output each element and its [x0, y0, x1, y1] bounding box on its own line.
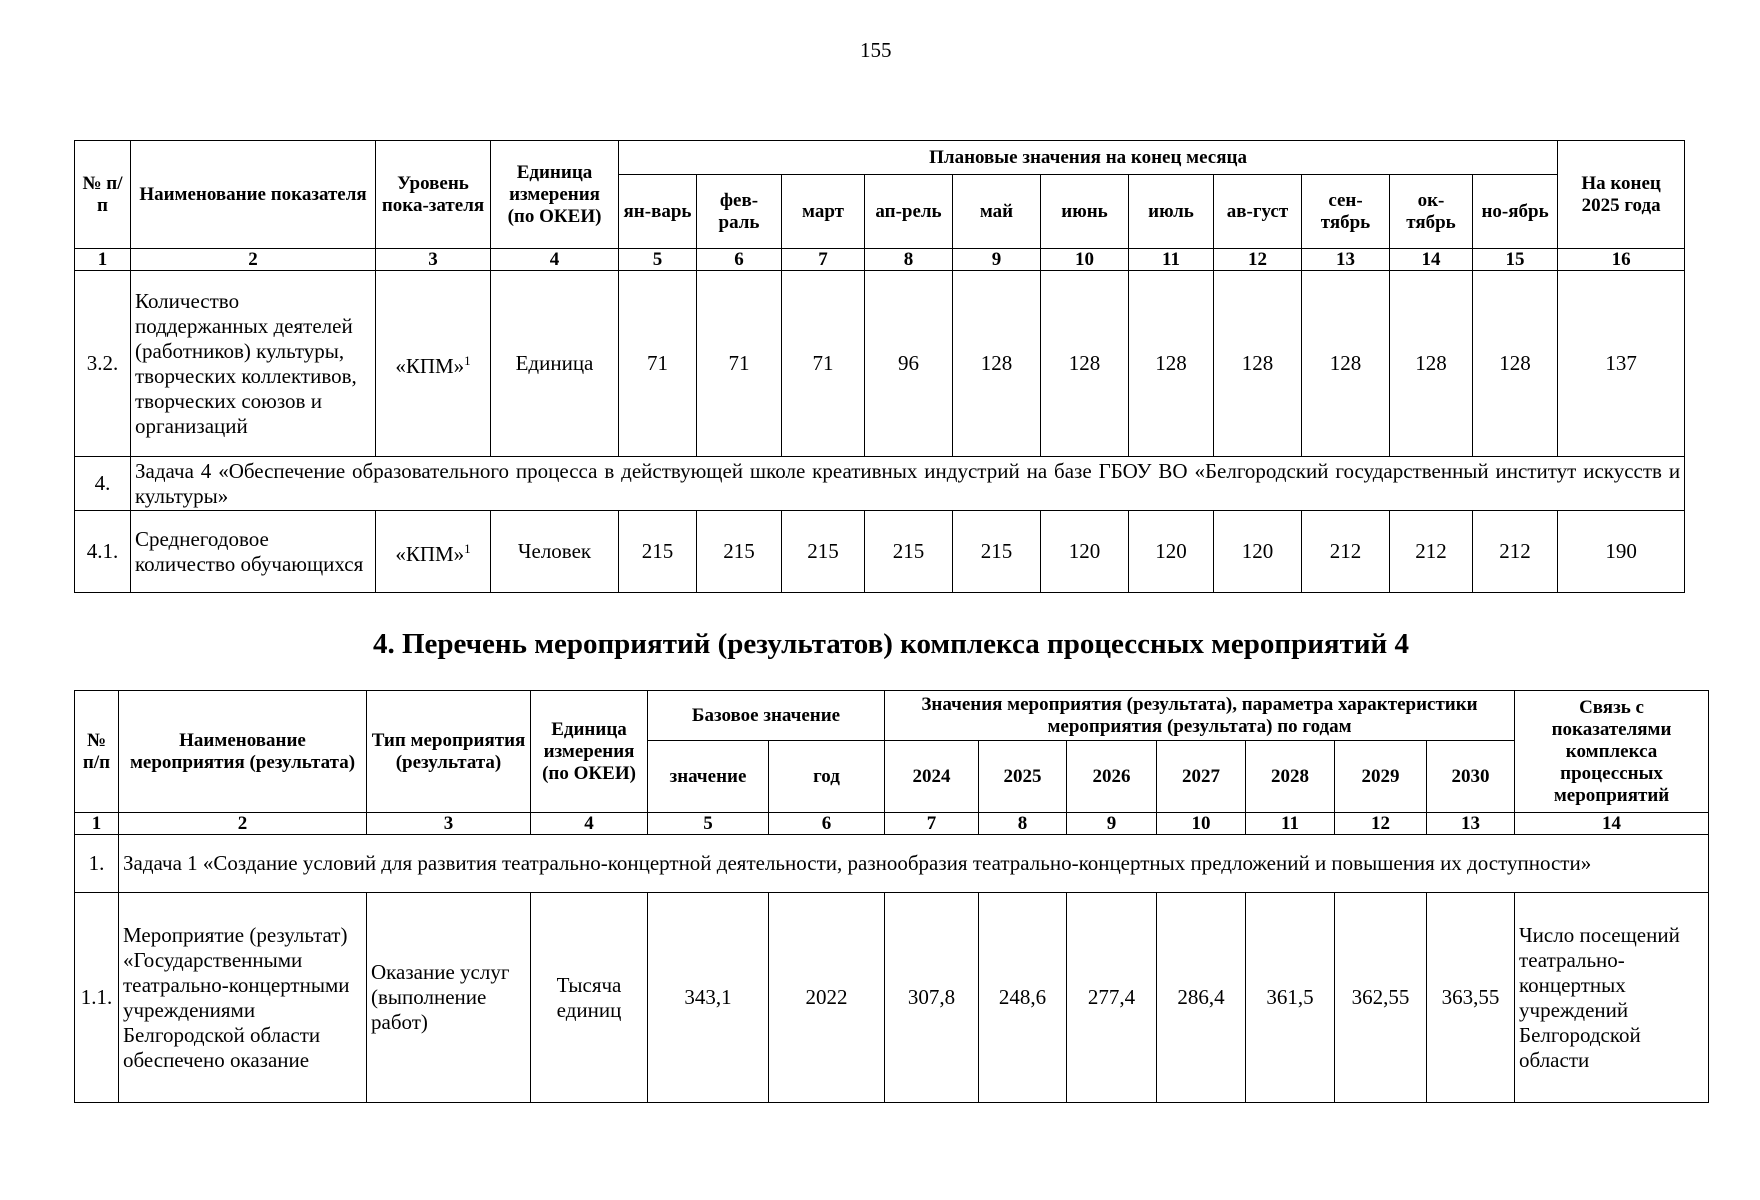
column-number: 5 — [619, 249, 697, 271]
value-cell: 96 — [865, 271, 953, 457]
measures-table — [74, 690, 1709, 1103]
column-number: 4 — [531, 813, 648, 835]
header-type: Тип мероприятия (результата) — [367, 691, 531, 813]
header-month: но-ябрь — [1473, 175, 1558, 249]
column-number: 10 — [1157, 813, 1246, 835]
column-number: 3 — [376, 249, 491, 271]
planned-values-table — [74, 140, 1685, 593]
indicator-unit: Человек — [491, 511, 619, 593]
header-month: сен-тябрь — [1302, 175, 1390, 249]
column-number: 12 — [1214, 249, 1302, 271]
column-number: 11 — [1129, 249, 1214, 271]
column-number: 6 — [769, 813, 885, 835]
table-row — [75, 271, 1685, 457]
column-number: 7 — [885, 813, 979, 835]
value-cell: 215 — [619, 511, 697, 593]
column-number: 13 — [1302, 249, 1390, 271]
value-cell: 128 — [1302, 271, 1390, 457]
year-value: 248,6 — [979, 893, 1067, 1103]
year-value: 307,8 — [885, 893, 979, 1103]
header-level: Уровень пока-зателя — [376, 141, 491, 249]
header-month: ап-рель — [865, 175, 953, 249]
value-cell: 128 — [1390, 271, 1473, 457]
year-value: 286,4 — [1157, 893, 1246, 1103]
value-cell: 120 — [1041, 511, 1129, 593]
value-cell: 71 — [697, 271, 782, 457]
header-base-value: значение — [648, 741, 769, 813]
table-row — [75, 893, 1709, 1103]
base-year: 2022 — [769, 893, 885, 1103]
value-cell: 71 — [782, 271, 865, 457]
header-no: № п/п — [75, 691, 119, 813]
indicator-level — [376, 511, 491, 593]
measure-unit: Тысяча единиц — [531, 893, 648, 1103]
column-number: 5 — [648, 813, 769, 835]
task-text: Задача 1 «Создание условий для развития театрально-концертной деятельности, разнообразия театрально-концертных предложений и повышения их доступности» — [119, 835, 1709, 893]
header-year: 2025 — [979, 741, 1067, 813]
year-value: 361,5 — [1246, 893, 1335, 1103]
value-cell: 120 — [1129, 511, 1214, 593]
value-cell: 120 — [1214, 511, 1302, 593]
level-footnote: 1 — [464, 353, 471, 368]
header-year: 2026 — [1067, 741, 1157, 813]
column-number: 12 — [1335, 813, 1427, 835]
task-row — [75, 457, 1685, 511]
header-month: ян-варь — [619, 175, 697, 249]
header-base-year: год — [769, 741, 885, 813]
indicator-name: Среднегодовое количество обучающихся — [131, 511, 376, 593]
header-name: Наименование мероприятия (результата) — [119, 691, 367, 813]
base-value: 343,1 — [648, 893, 769, 1103]
year-value: 363,55 — [1427, 893, 1515, 1103]
column-number: 11 — [1246, 813, 1335, 835]
column-number: 8 — [979, 813, 1067, 835]
value-cell: 190 — [1558, 511, 1685, 593]
header-values-by-year: Значения мероприятия (результата), параметра характеристики мероприятия (результата) по годам — [885, 691, 1515, 741]
column-number: 13 — [1427, 813, 1515, 835]
column-number: 1 — [75, 249, 131, 271]
header-end-year: На конец 2025 года — [1558, 141, 1685, 249]
indicator-level — [376, 271, 491, 457]
value-cell: 215 — [697, 511, 782, 593]
task-text: Задача 4 «Обеспечение образовательного процесса в действующей школе креативных индустрий на базе ГБОУ ВО «Белгородский государственный институт искусств и культуры» — [131, 457, 1685, 511]
column-number: 14 — [1390, 249, 1473, 271]
header-month: май — [953, 175, 1041, 249]
value-cell: 215 — [953, 511, 1041, 593]
column-number: 7 — [782, 249, 865, 271]
header-month: фев-раль — [697, 175, 782, 249]
header-unit: Единица измерения (по ОКЕИ) — [531, 691, 648, 813]
measure-name: Мероприятие (результат) «Государственными театрально-концертными учреждениями Белгородской области обеспечено оказание — [119, 893, 367, 1103]
header-base: Базовое значение — [648, 691, 885, 741]
header-no: № п/п — [75, 141, 131, 249]
header-month: июль — [1129, 175, 1214, 249]
column-number: 14 — [1515, 813, 1709, 835]
header-year: 2030 — [1427, 741, 1515, 813]
header-month: ав-густ — [1214, 175, 1302, 249]
level-text: «КПМ» — [395, 354, 465, 378]
header-name: Наименование показателя — [131, 141, 376, 249]
row-no: 1. — [75, 835, 119, 893]
header-month: июнь — [1041, 175, 1129, 249]
value-cell: 128 — [1473, 271, 1558, 457]
column-number: 4 — [491, 249, 619, 271]
value-cell: 128 — [953, 271, 1041, 457]
value-cell: 215 — [782, 511, 865, 593]
indicator-unit: Единица — [491, 271, 619, 457]
value-cell: 128 — [1129, 271, 1214, 457]
level-footnote: 1 — [464, 541, 471, 556]
header-link: Связь с показателями комплекса процессных мероприятий — [1515, 691, 1709, 813]
value-cell: 137 — [1558, 271, 1685, 457]
value-cell: 71 — [619, 271, 697, 457]
value-cell: 212 — [1473, 511, 1558, 593]
measure-type: Оказание услуг (выполнение работ) — [367, 893, 531, 1103]
column-number: 15 — [1473, 249, 1558, 271]
header-planned: Плановые значения на конец месяца — [619, 141, 1558, 175]
row-no: 3.2. — [75, 271, 131, 457]
header-year: 2024 — [885, 741, 979, 813]
indicator-name: Количество поддержанных деятелей (работников) культуры, творческих коллективов, творческих союзов и организаций — [131, 271, 376, 457]
section-title: 4. Перечень мероприятий (результатов) комплекса процессных мероприятий 4 — [372, 628, 1410, 660]
column-number: 2 — [119, 813, 367, 835]
value-cell: 128 — [1041, 271, 1129, 457]
table-row — [75, 511, 1685, 593]
header-month: март — [782, 175, 865, 249]
header-year: 2027 — [1157, 741, 1246, 813]
column-number: 16 — [1558, 249, 1685, 271]
page-number: 155 — [860, 38, 892, 62]
linked-indicator: Число посещений театрально-концертных учреждений Белгородской области — [1515, 893, 1709, 1103]
year-value: 277,4 — [1067, 893, 1157, 1103]
row-no: 1.1. — [75, 893, 119, 1103]
column-number: 9 — [1067, 813, 1157, 835]
level-text: «КПМ» — [395, 542, 465, 566]
column-number: 8 — [865, 249, 953, 271]
year-value: 362,55 — [1335, 893, 1427, 1103]
header-year: 2028 — [1246, 741, 1335, 813]
header-unit: Единица измерения (по ОКЕИ) — [491, 141, 619, 249]
row-no: 4. — [75, 457, 131, 511]
column-number: 2 — [131, 249, 376, 271]
value-cell: 212 — [1302, 511, 1390, 593]
row-no: 4.1. — [75, 511, 131, 593]
header-year: 2029 — [1335, 741, 1427, 813]
value-cell: 215 — [865, 511, 953, 593]
column-number: 10 — [1041, 249, 1129, 271]
value-cell: 212 — [1390, 511, 1473, 593]
task-row — [75, 835, 1709, 893]
column-number: 9 — [953, 249, 1041, 271]
column-number: 3 — [367, 813, 531, 835]
column-number: 6 — [697, 249, 782, 271]
header-month: ок-тябрь — [1390, 175, 1473, 249]
value-cell: 128 — [1214, 271, 1302, 457]
column-number: 1 — [75, 813, 119, 835]
